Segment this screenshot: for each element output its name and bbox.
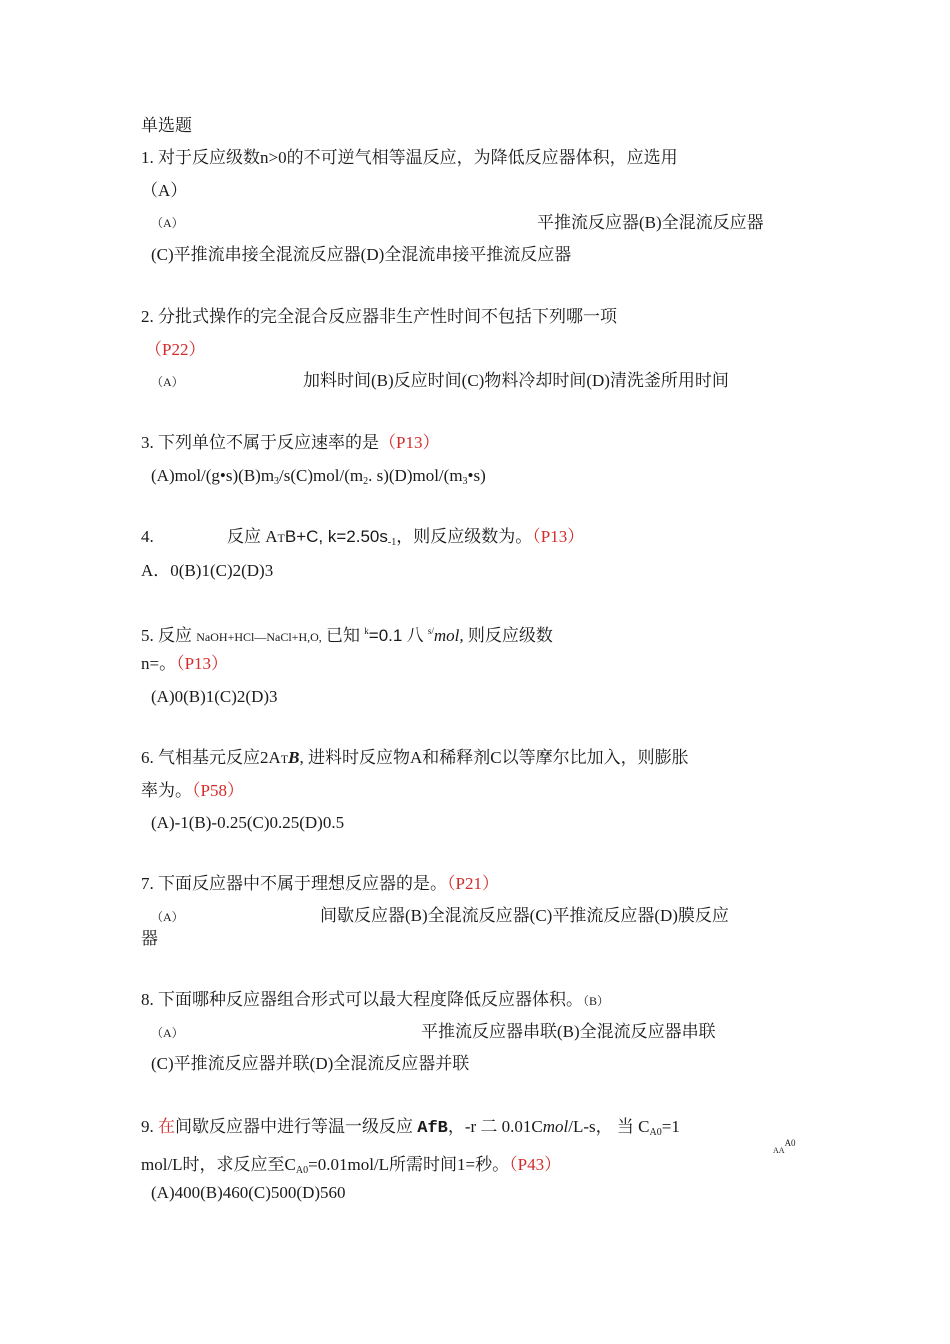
subscript: A0 — [295, 1165, 309, 1176]
question-text: ，则反应级数为。 — [396, 527, 533, 546]
superscript: A0 — [784, 1138, 796, 1148]
question-text: 则反应级数 — [467, 626, 553, 645]
equation-text: NaOH+HCl—NaCl+H,O, — [196, 630, 322, 644]
question-text: n=。 — [141, 654, 177, 673]
question-1-options-line1: 平推流反应器(B)全混流反应器 — [537, 213, 764, 232]
question-7-options-tail: 器 — [141, 929, 158, 948]
section-heading: 单选题 — [141, 116, 192, 135]
subscript: AA — [773, 1146, 785, 1155]
subscript: A0 — [649, 1127, 662, 1138]
question-3 — [141, 432, 439, 454]
option-text: /s(C)mol/(m — [279, 466, 364, 485]
option-a-label: （A） — [151, 910, 184, 924]
question-answer: （B） — [583, 994, 610, 1008]
question-number: 2. — [141, 307, 154, 326]
question-6 — [141, 747, 689, 770]
option-text: •s) — [467, 466, 486, 485]
page-reference: （P22） — [145, 340, 206, 359]
question-8-options-line1: 平推流反应器串联(B)全混流反应器串联 — [421, 1022, 716, 1041]
question-number: 8. — [141, 990, 154, 1009]
question-9-options: (A)400(B)460(C)500(D)560 — [151, 1183, 346, 1202]
page-reference: （P58） — [192, 781, 244, 800]
page-reference: （P21） — [447, 874, 499, 893]
option-a-label: （A） — [151, 375, 184, 389]
question-7-options: 间歇反应器(B)全混流反应器(C)平推流反应器(D)膜反应 — [320, 906, 729, 925]
superscript: -1 — [387, 537, 397, 548]
question-9 — [141, 1116, 680, 1144]
question-6-line2 — [141, 780, 244, 802]
question-text: 率为。 — [141, 781, 192, 800]
question-3-options — [151, 465, 486, 493]
question-8 — [141, 989, 609, 1012]
question-1-answer: （A） — [141, 181, 188, 200]
subscript: 2 — [363, 476, 369, 487]
question-text: 对于反应级数n>0的不可逆气相等温反应，为降低反应器体积，应选用 — [158, 148, 678, 167]
page-reference: （P43） — [509, 1155, 562, 1174]
equation-text: mol, — [433, 626, 464, 645]
question-9-line2 — [141, 1154, 561, 1182]
equation-text: 2A — [260, 748, 281, 767]
question-text: 八 — [406, 626, 424, 645]
subscript: 3 — [274, 476, 280, 487]
question-text: 反应 — [158, 626, 192, 645]
question-2 — [141, 306, 617, 328]
question-text: 在 — [158, 1117, 175, 1136]
question-8-options-line2: (C)平推流反应器并联(D)全混流反应器并联 — [151, 1054, 470, 1073]
equation-text: B — [288, 748, 300, 767]
question-number: 3. — [141, 433, 154, 452]
question-number: 1. — [141, 148, 154, 167]
page-reference: （P13） — [379, 433, 440, 452]
option-text: . s)(D)mol/(m — [368, 466, 463, 485]
option-a-label: （A） — [151, 1026, 184, 1040]
superscript: s/ — [427, 626, 434, 636]
equation-text: mol — [542, 1117, 569, 1136]
question-text: 间歇反应器中进行等温一级反应 — [175, 1117, 413, 1136]
question-text: 下面反应器中不属于理想反应器的是。 — [158, 874, 447, 893]
question-number: 9. — [141, 1117, 154, 1136]
question-text: A — [265, 527, 278, 546]
question-4-options: A．0(B)1(C)2(D)3 — [141, 561, 274, 580]
question-1 — [141, 147, 678, 169]
superscript: k — [364, 626, 369, 636]
question-5 — [141, 620, 553, 648]
question-5-options: (A)0(B)1(C)2(D)3 — [151, 687, 278, 706]
page-reference: （P13） — [532, 527, 585, 546]
equation-text: AfB — [417, 1119, 448, 1138]
question-text: 反应 — [227, 527, 261, 546]
question-text: 气相基元反应 — [158, 748, 260, 767]
question-5-line2 — [141, 653, 228, 675]
question-7 — [141, 873, 499, 895]
question-text: , 进料时反应物A和稀释剂C以等摩尔比加入，则膨胀 — [299, 748, 689, 767]
stray-subscript — [773, 1132, 796, 1162]
question-number: 5. — [141, 626, 154, 645]
question-text: 下面哪种反应器组合形式可以最大程度降低反应器体积。 — [158, 990, 583, 1009]
question-2-options: 加料时间(B)反应时间(C)物料冷却时间(D)清洗釜所用时间 — [303, 371, 729, 390]
question-4-text — [227, 526, 584, 554]
equation-text: ，-r 二 0.01C — [447, 1117, 543, 1136]
question-1-options-line2: (C)平推流串接全混流反应器(D)全混流串接平推流反应器 — [151, 245, 572, 264]
arrow-glyph: T — [280, 752, 289, 766]
option-text: (A)mol/(g•s)(B)m — [151, 466, 275, 485]
option-a-label: （A） — [151, 216, 184, 230]
subscript: 3 — [462, 476, 468, 487]
question-text: mol/L时，求反应至C — [141, 1155, 296, 1174]
question-text: =0.01mol/L所需时间1=秒。 — [308, 1155, 510, 1174]
question-number: 6. — [141, 748, 154, 767]
question-4 — [141, 526, 154, 548]
question-text: 已知 — [326, 626, 361, 645]
arrow-glyph: T — [277, 531, 285, 545]
question-text: 下列单位不属于反应速率的是 — [158, 433, 379, 452]
equation-text: /L-s， 当 C — [568, 1117, 650, 1136]
question-number: 4. — [141, 527, 154, 546]
question-number: 7. — [141, 874, 154, 893]
question-6-options: (A)-1(B)-0.25(C)0.25(D)0.5 — [151, 813, 345, 832]
question-text: 分批式操作的完全混合反应器非生产性时间不包括下列哪一项 — [158, 307, 617, 326]
page-reference: （P13） — [176, 654, 229, 673]
question-text: B+C, k=2.50s — [284, 527, 388, 546]
equation-text: =1 — [661, 1117, 680, 1136]
equation-text: =0.1 — [368, 626, 403, 645]
